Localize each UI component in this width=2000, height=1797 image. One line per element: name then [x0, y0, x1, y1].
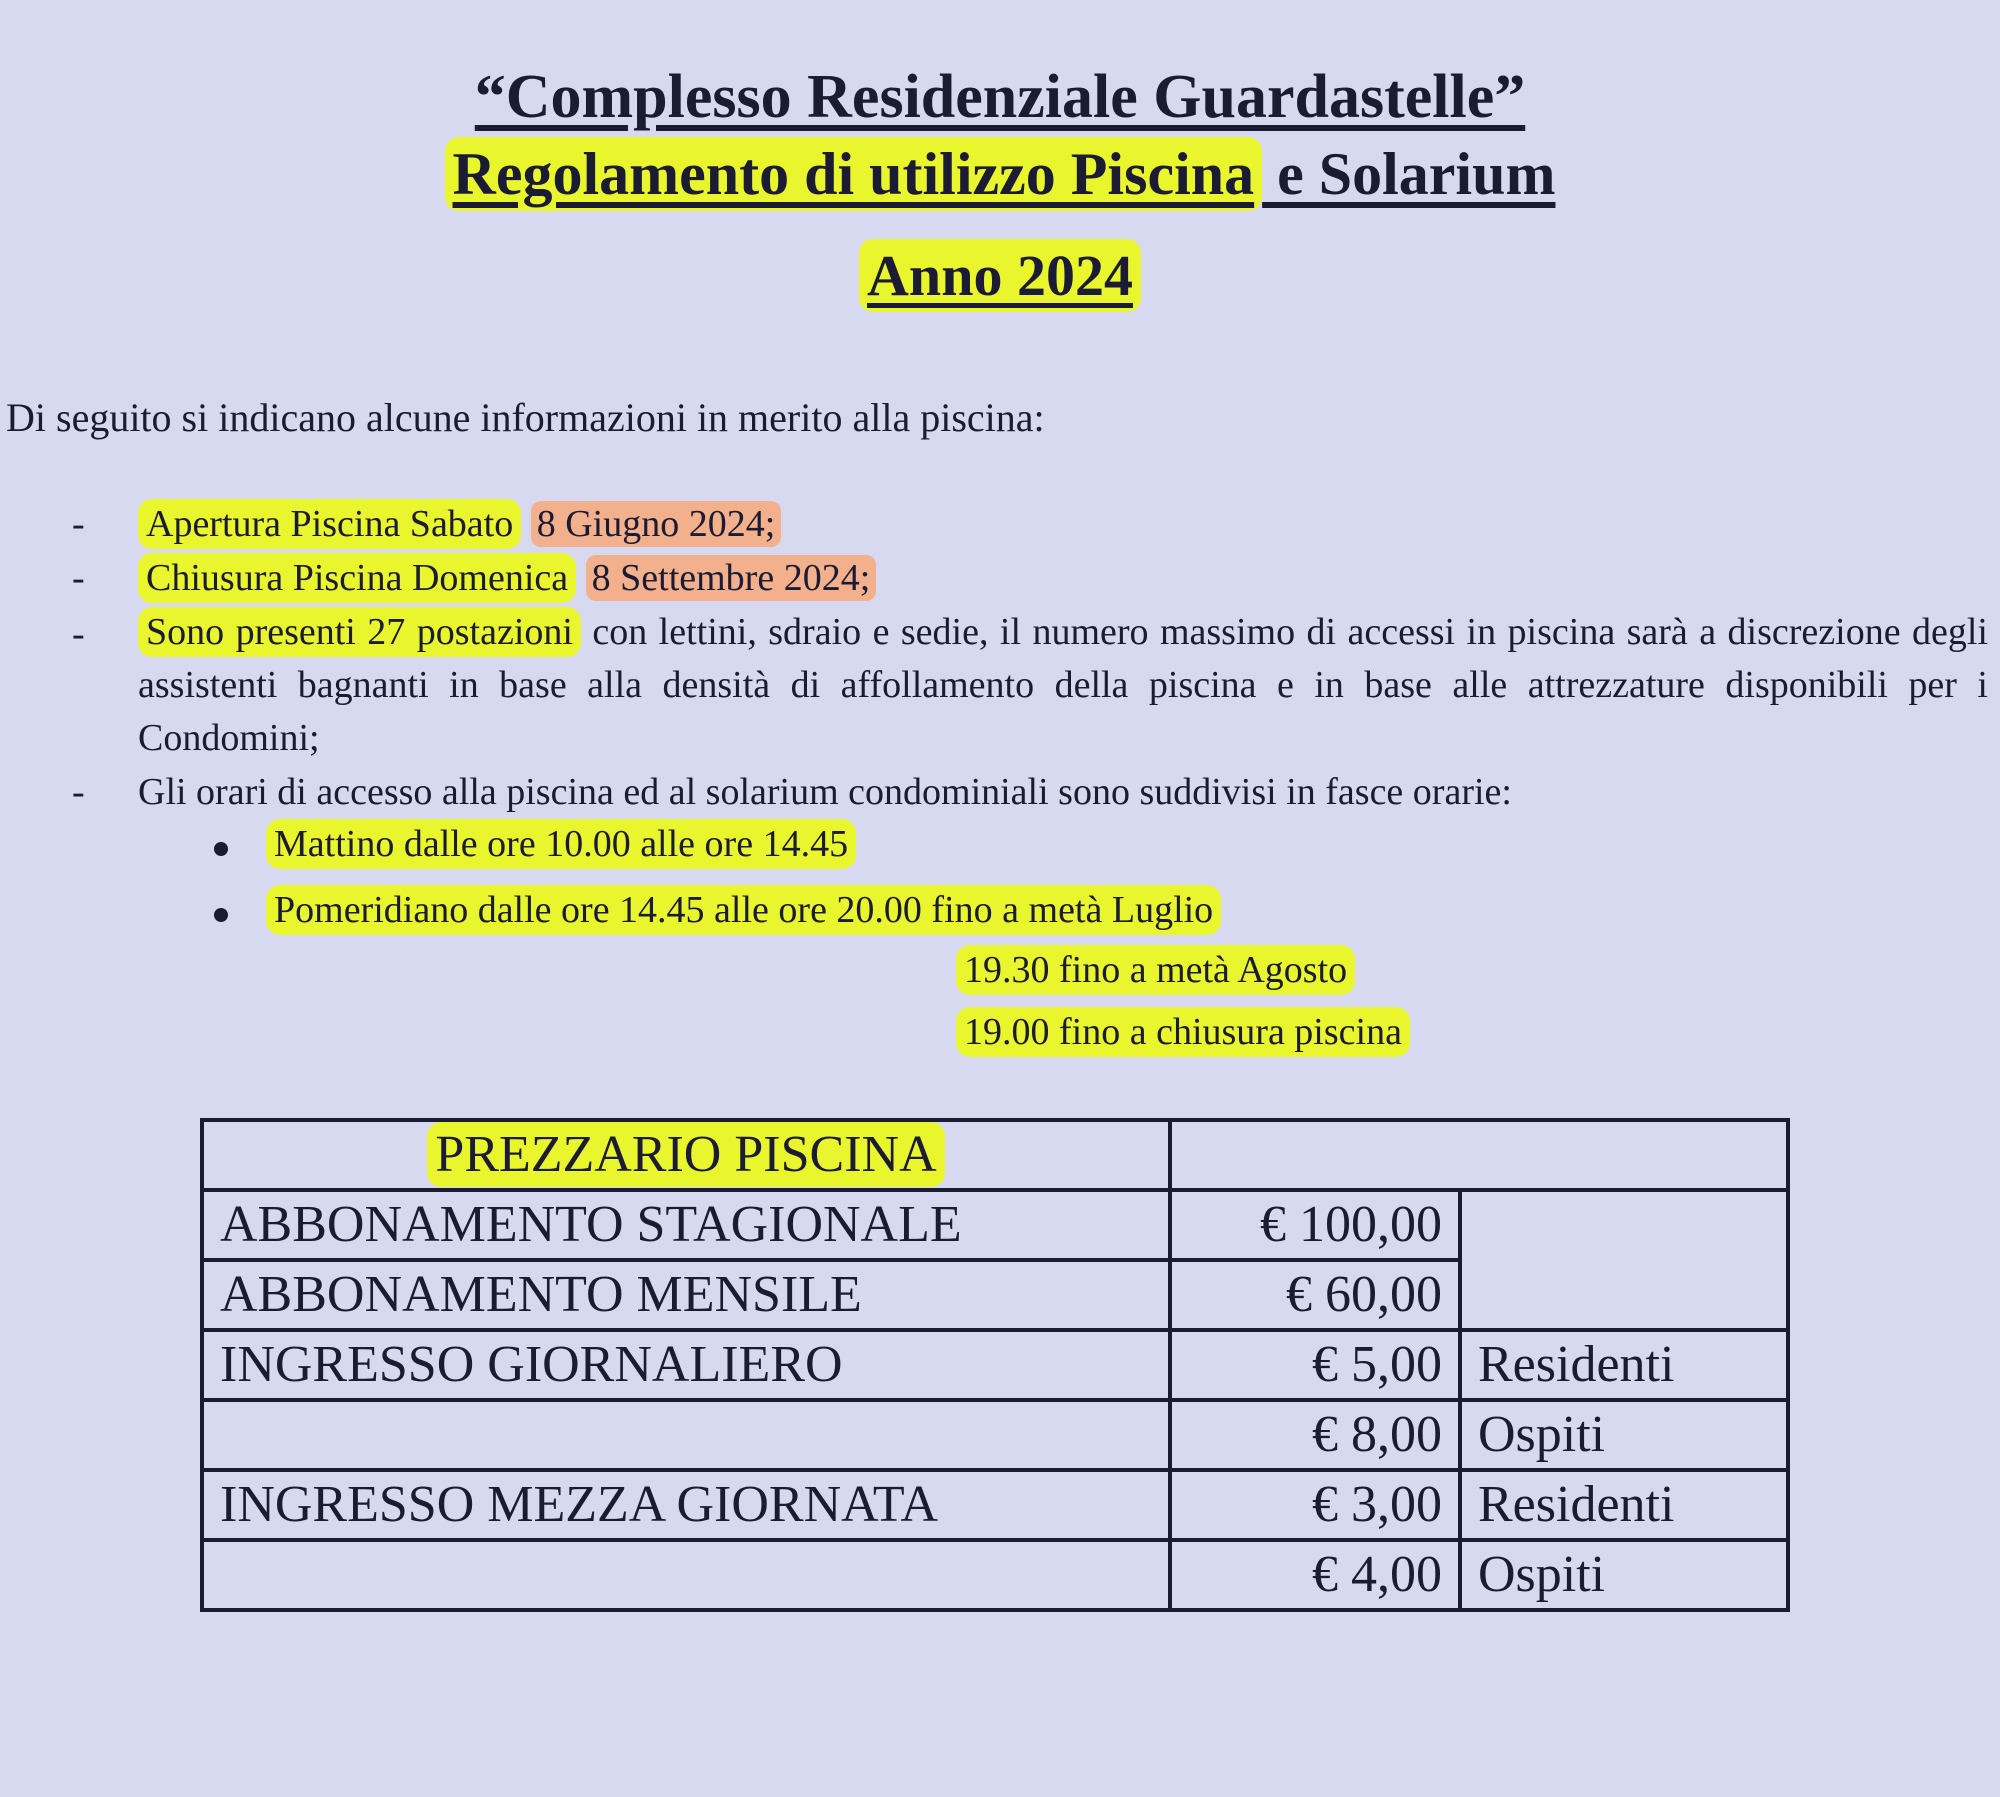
fascia-pomeridiano: [266, 888, 1221, 932]
postazioni-highlight: Sono presenti 27 postazioni: [138, 607, 581, 657]
fascia-chiusura: [956, 1010, 1410, 1054]
row-note: Residenti: [1460, 1470, 1788, 1540]
postazioni-rest: con lettini, sdraio e sedie, il numero massimo di accessi in piscina sarà a discrezione degli assistenti bagnanti in base alla densità di affollamento della piscina e in base alle attrezzature disponibili per i Condomini;: [138, 611, 1988, 759]
title-anno-highlight: Anno 2024: [859, 239, 1141, 312]
dash-bullet: -: [72, 771, 85, 813]
fascia-chiusura-highlight: 19.00 fino a chiusura piscina: [956, 1007, 1410, 1057]
fascia-mattino-highlight: Mattino dalle ore 10.00 alle ore 14.45: [266, 819, 856, 869]
fascia-agosto-highlight: 19.30 fino a metà Agosto: [956, 945, 1355, 995]
row-price: € 3,00: [1170, 1470, 1460, 1540]
table-row: [202, 1470, 1788, 1540]
row-note: Ospiti: [1460, 1540, 1788, 1610]
row-label: ABBONAMENTO MENSILE: [202, 1260, 1170, 1330]
row-label: INGRESSO GIORNALIERO: [202, 1330, 1170, 1400]
row-note: Residenti: [1460, 1330, 1788, 1400]
title-anno: [0, 242, 2000, 309]
chiusura-label: Chiusura Piscina Domenica: [138, 553, 576, 603]
table-row: [202, 1330, 1788, 1400]
row-label: [202, 1400, 1170, 1470]
dash-bullet: -: [72, 503, 85, 545]
row-price: € 100,00: [1170, 1190, 1460, 1260]
row-note: Ospiti: [1460, 1400, 1788, 1470]
prezzario-header-text: PREZZARIO PISCINA: [427, 1122, 944, 1187]
table-row: [202, 1190, 1788, 1260]
row-label: INGRESSO MEZZA GIORNATA: [202, 1470, 1170, 1540]
row-price: € 60,00: [1170, 1260, 1460, 1330]
title-complesso: “Complesso Residenziale Guardastelle”: [474, 63, 1526, 131]
table-header-row: [202, 1120, 1788, 1190]
prezzario-table: [200, 1118, 1790, 1612]
apertura-label: Apertura Piscina Sabato: [138, 499, 521, 549]
row-note: [1460, 1190, 1788, 1260]
chiusura-item: [138, 556, 876, 600]
row-price: € 5,00: [1170, 1330, 1460, 1400]
dash-bullet: -: [72, 613, 85, 655]
row-note: [1460, 1260, 1788, 1330]
fascia-agosto: [956, 948, 1355, 992]
chiusura-date: 8 Settembre 2024;: [586, 555, 877, 601]
fascia-pomeridiano-highlight: Pomeridiano dalle ore 14.45 alle ore 20.00 fino a metà Luglio: [266, 885, 1221, 935]
prezzario-header: [202, 1120, 1170, 1190]
apertura-date: 8 Giugno 2024;: [531, 501, 782, 547]
intro-text: Di seguito si indicano alcune informazioni in merito alla piscina:: [6, 395, 1045, 440]
title-regolamento-rest: e Solarium: [1262, 141, 1556, 207]
dot-bullet: [214, 842, 228, 856]
orari-item: Gli orari di accesso alla piscina ed al solarium condominiali sono suddivisi in fasce orarie:: [138, 771, 1512, 813]
postazioni-item: [138, 606, 1988, 765]
title-regolamento-highlight: Regolamento di utilizzo Piscina: [445, 137, 1263, 211]
row-price: € 8,00: [1170, 1400, 1460, 1470]
row-label: [202, 1540, 1170, 1610]
row-label: ABBONAMENTO STAGIONALE: [202, 1190, 1170, 1260]
table-row: [202, 1400, 1788, 1470]
title-regolamento: [0, 140, 2000, 209]
table-row: [202, 1540, 1788, 1610]
table-row: [202, 1260, 1788, 1330]
row-price: € 4,00: [1170, 1540, 1460, 1610]
fascia-mattino: [266, 822, 856, 866]
dash-bullet: -: [72, 557, 85, 599]
header-empty-cell: [1170, 1120, 1788, 1190]
apertura-item: [138, 502, 781, 546]
dot-bullet: [214, 908, 228, 922]
